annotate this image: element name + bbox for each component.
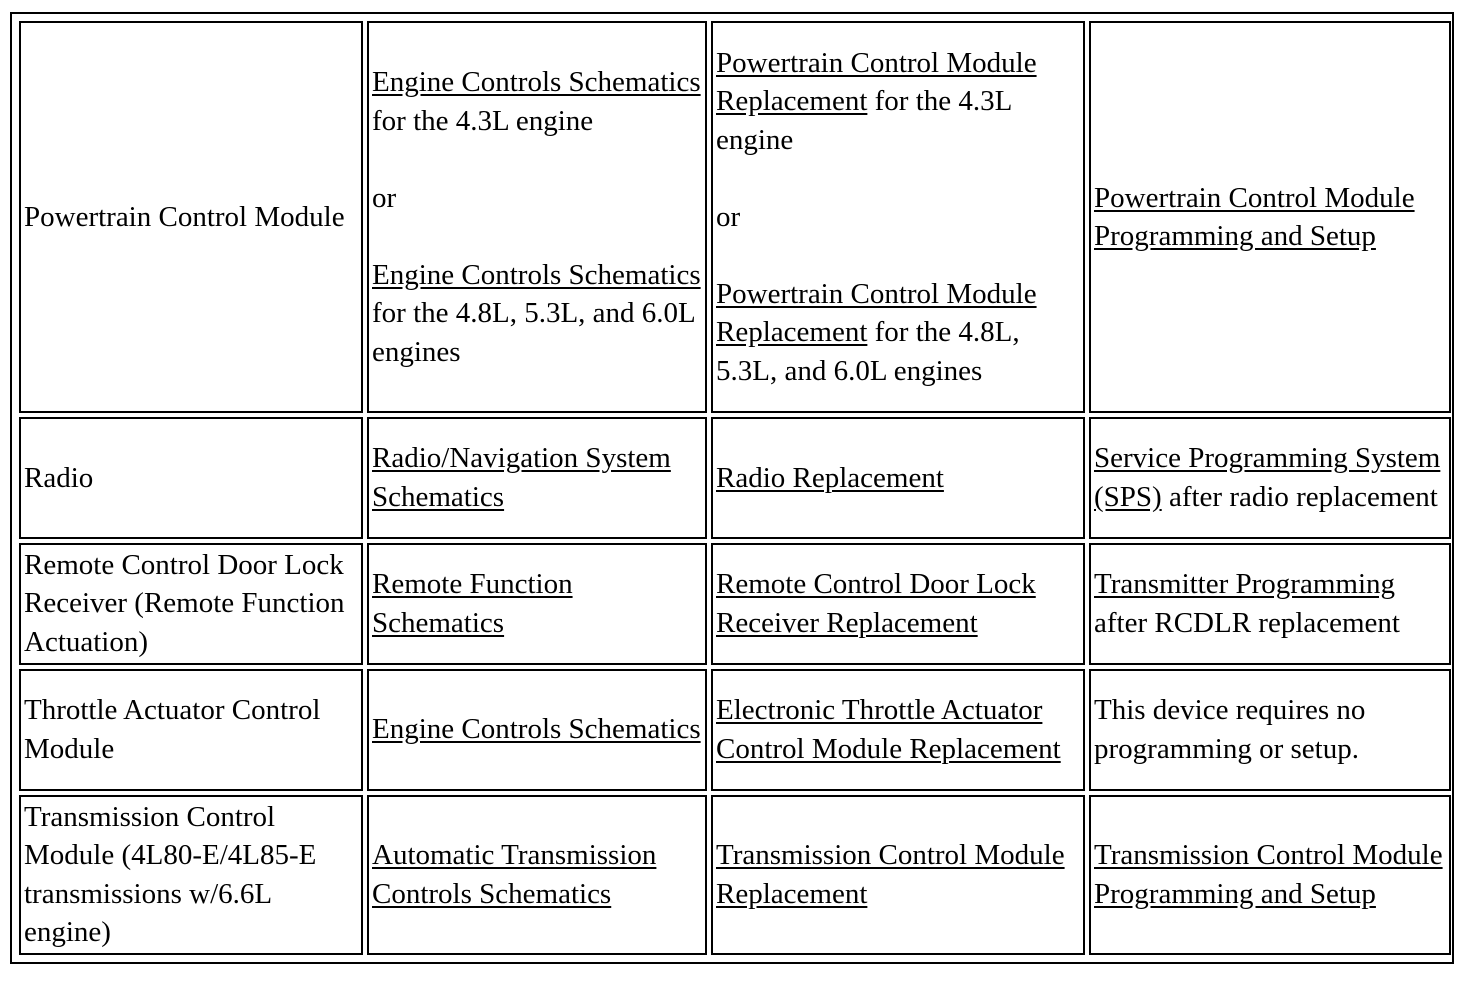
replacement-link[interactable]: Transmission Control Module Replacement bbox=[716, 839, 1065, 910]
schematics-cell bbox=[367, 669, 707, 791]
table-row bbox=[19, 21, 1451, 413]
component-name-cell bbox=[19, 543, 363, 665]
programming-text: This device requires no programming or setup. bbox=[1094, 694, 1366, 765]
programming-link[interactable]: Transmission Control Module Programming and Setup bbox=[1094, 839, 1443, 910]
replacement-cell bbox=[711, 21, 1085, 413]
or-text: or bbox=[372, 181, 397, 214]
programming-link[interactable]: Service Programming System (SPS) bbox=[1094, 442, 1441, 513]
schematics-text-4-3l: for the 4.3L engine bbox=[372, 104, 594, 137]
schematics-text-v8: for the 4.8L, 5.3L, and 6.0L engines bbox=[372, 297, 695, 368]
component-name: Remote Control Door Lock Receiver (Remote Function Actuation) bbox=[24, 548, 345, 658]
schematics-link[interactable]: Radio/Navigation System Schematics bbox=[372, 442, 671, 513]
component-table bbox=[15, 17, 1455, 959]
replacement-cell bbox=[711, 669, 1085, 791]
component-name: Powertrain Control Module bbox=[24, 200, 345, 233]
replacement-cell bbox=[711, 795, 1085, 955]
table-row bbox=[19, 543, 1451, 665]
or-text: or bbox=[716, 200, 741, 233]
replacement-link-v8[interactable]: Powertrain Control Module Replacement bbox=[716, 277, 1037, 349]
replacement-cell bbox=[711, 417, 1085, 538]
replacement-link[interactable]: Radio Replacement bbox=[716, 461, 944, 494]
replacement-link[interactable]: Remote Control Door Lock Receiver Replacement bbox=[716, 568, 1036, 639]
schematics-cell bbox=[367, 543, 707, 665]
table-row bbox=[19, 795, 1451, 955]
schematics-cell bbox=[367, 795, 707, 955]
replacement-text-v8: for the 4.8L, 5.3L, and 6.0L engines bbox=[716, 316, 1020, 387]
programming-cell bbox=[1089, 795, 1451, 955]
component-name-cell bbox=[19, 21, 363, 413]
programming-link[interactable]: Transmitter Programming bbox=[1094, 568, 1396, 601]
programming-cell bbox=[1089, 417, 1451, 538]
component-name: Radio bbox=[24, 461, 94, 494]
programming-cell bbox=[1089, 21, 1451, 413]
schematics-link[interactable]: Automatic Transmission Controls Schematics bbox=[372, 839, 657, 910]
programming-cell bbox=[1089, 543, 1451, 665]
component-name-cell bbox=[19, 669, 363, 791]
component-name-cell bbox=[19, 417, 363, 538]
programming-text: after radio replacement bbox=[1161, 480, 1438, 513]
replacement-text-4-3l: for the 4.3L engine bbox=[716, 85, 1012, 156]
component-name-cell bbox=[19, 795, 363, 955]
programming-text: after RCDLR replacement bbox=[1094, 606, 1400, 639]
table-row bbox=[19, 417, 1451, 538]
schematics-link-4-3l[interactable]: Engine Controls Schematics bbox=[372, 66, 701, 99]
component-table-frame bbox=[10, 12, 1454, 964]
schematics-link-v8[interactable]: Engine Controls Schematics bbox=[372, 258, 701, 291]
schematics-link[interactable]: Remote Function Schematics bbox=[372, 568, 573, 639]
table-row bbox=[19, 669, 1451, 791]
programming-cell bbox=[1089, 669, 1451, 791]
programming-link[interactable]: Powertrain Control Module Programming and Setup bbox=[1094, 181, 1415, 253]
component-name: Transmission Control Module (4L80-E/4L85-E transmissions w/6.6L engine) bbox=[24, 800, 317, 949]
replacement-cell bbox=[711, 543, 1085, 665]
schematics-cell bbox=[367, 417, 707, 538]
schematics-cell bbox=[367, 21, 707, 413]
replacement-link[interactable]: Electronic Throttle Actuator Control Module Replacement bbox=[716, 694, 1061, 765]
schematics-link[interactable]: Engine Controls Schematics bbox=[372, 713, 701, 746]
replacement-link-4-3l[interactable]: Powertrain Control Module Replacement bbox=[716, 46, 1037, 118]
component-name: Throttle Actuator Control Module bbox=[24, 694, 321, 765]
